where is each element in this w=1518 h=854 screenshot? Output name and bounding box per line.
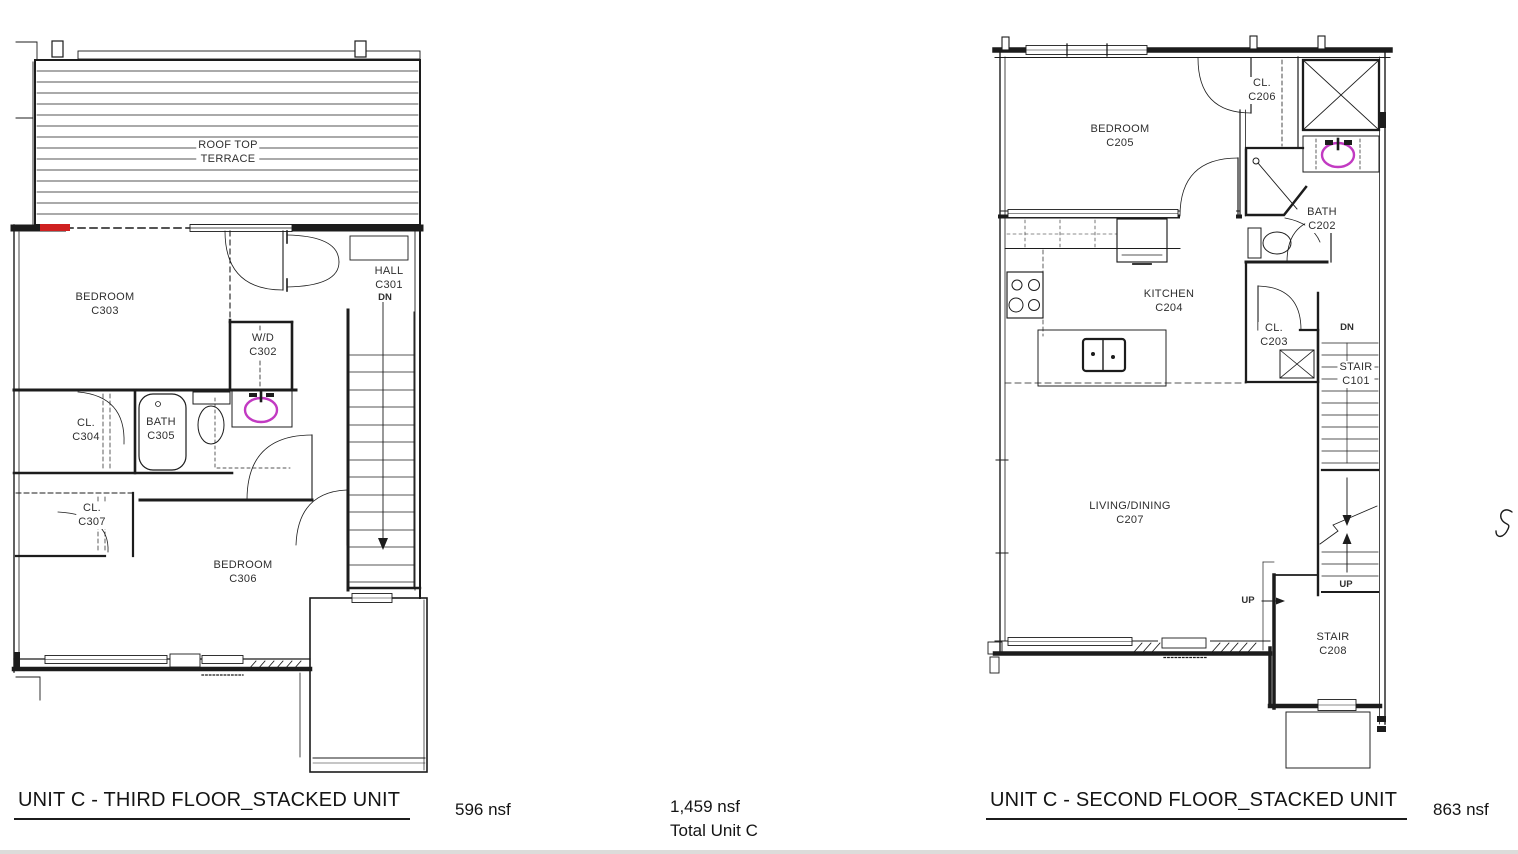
room-label-wd-c302: W/D C302 [249,332,277,358]
room-label-stair-c208: STAIR C208 [1316,631,1350,657]
refrigerator [1117,219,1167,262]
direction-label-up-living: UP [1241,595,1255,606]
room-label-bath-c305: BATH C305 [146,416,176,442]
sheet-edge [0,850,1518,854]
room-label-cl-c304: CL. C304 [72,417,100,443]
room-label-cl-c206: CL. C206 [1248,77,1276,103]
room-label-cl-c203: CL. C203 [1260,322,1288,348]
room-label-stair-c101: STAIR C101 [1339,361,1373,387]
highlight-red-wall-segment [40,224,70,231]
second-floor-plan [988,36,1390,768]
room-label-bedroom-c205: BEDROOM C205 [1090,123,1150,149]
area-third-floor: 596 nsf [455,800,511,819]
area-total-caption: Total Unit C [670,821,758,840]
plan-title-second-floor: UNIT C - SECOND FLOOR_STACKED UNIT [986,788,1407,820]
plan-title-third-floor: UNIT C - THIRD FLOOR_STACKED UNIT [14,788,410,820]
room-label-cl-c307: CL. C307 [78,502,106,528]
area-second-floor: 863 nsf [1433,800,1489,819]
direction-label-dn-hall: DN [378,292,392,303]
room-label-bath-c202: BATH C202 [1307,206,1337,232]
room-label-bedroom-c303: BEDROOM C303 [75,291,135,317]
room-label-hall-c301: HALL C301 [374,265,404,291]
room-label-bedroom-c306: BEDROOM C306 [213,559,273,585]
room-label-living-dining-c207: LIVING/DINING C207 [1089,500,1171,526]
room-label-kitchen-c204: KITCHEN C204 [1143,288,1195,314]
area-total-block [670,795,758,843]
room-label-roof-terrace: ROOF TOP TERRACE [198,139,258,165]
direction-label-dn-stair-c101: DN [1340,322,1354,333]
direction-label-up-stair-c208: UP [1339,579,1353,590]
area-total: 1,459 nsf [670,797,740,816]
stray-mark [1496,510,1512,537]
kitchen-sink [1083,339,1125,371]
